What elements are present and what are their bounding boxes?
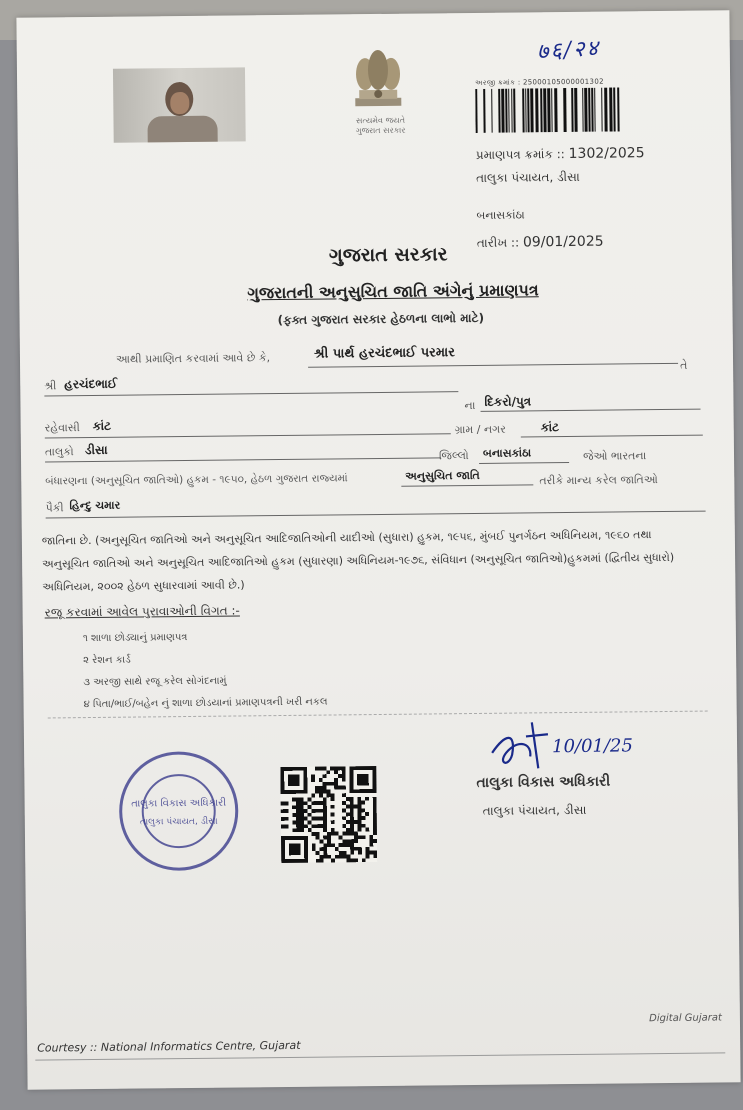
village: કાંટ [540, 420, 560, 435]
official-seal-stamp [108, 745, 249, 876]
resident: કાંટ [92, 418, 112, 433]
certificate-number-line: પ્રમાણપત્ર ક્રમાંક :: 1302/2025 [475, 145, 645, 162]
recognized-text: તરીકે માન્ય કરેલ જાતિઓ [539, 473, 658, 488]
officer-office: તાલુકા પંચાયત, ડીસા [482, 802, 587, 818]
handwritten-number: ७६/२४ [536, 36, 601, 65]
barcode-label: અરજી ક્રમાંક : 25000105000001302 [475, 77, 604, 87]
applicant-photo [113, 67, 246, 142]
certificate-number: 1302/2025 [568, 145, 645, 162]
order-text: બંધારણના (અનુસૂચિત જાતિઓ) હુકમ - ૧૯૫૦, હેઠળ ગુજરાત રાજ્યમાં [45, 472, 348, 488]
certificate-title: ગુજરાતની અનુસુચિત જાતિ અંગેનું પ્રમાણપત્ર [247, 280, 539, 303]
emblem-caption: સત્યમેવ જયતે ગુજરાત સરકાર [355, 115, 406, 136]
applicant-name: શ્રી પાર્થ હરચંદભાઈ પરમાર [313, 345, 456, 362]
district: બનાસકાંઠા [482, 446, 532, 460]
caste: હિન્દુ ચમાર [69, 498, 121, 513]
na-label: ના [464, 398, 476, 413]
belongs-text: જેઓ ભારતના [582, 449, 647, 463]
document-item: ૩ અરજી સાથે રજૂ કરેલ સોગંદનામું [83, 675, 227, 689]
qr-code [280, 766, 377, 863]
officer-title: તાલુકા વિકાસ અધિકારી [476, 773, 611, 791]
courtesy-footer: Courtesy :: National Informatics Centre, Gujarat [37, 1038, 301, 1055]
certify-prefix: આથી પ્રમાણિત કરવામાં આવે છે કે, [115, 351, 271, 366]
district-label: જિલ્લો [438, 449, 469, 463]
certificate-subtitle: (ફક્ત ગુજરાત સરકાર હેઠળના લાભો માટે) [277, 310, 485, 328]
caste-prefix: પૈકી [45, 501, 64, 515]
certificate-page [16, 10, 740, 1089]
document-item: ૨ રેશન કાર્ડ [83, 654, 131, 667]
signature-date: 10/01/25 [551, 735, 634, 758]
date-line: તારીખ :: 09/01/2025 [476, 233, 604, 251]
government-title: ગુજરાત સરકાર [328, 243, 448, 267]
digital-gujarat-label: Digital Gujarat [649, 1012, 722, 1025]
father-name: હરચંદભાઈ [64, 376, 118, 392]
issue-date: 09/01/2025 [522, 233, 604, 251]
document-item: ૧ શાળા છોડ્યાનું પ્રમાણપત્ર [82, 632, 188, 645]
barcode [475, 87, 627, 133]
district-header: બનાસકાંઠા [476, 208, 525, 222]
legal-paragraph: જાતિના છે. (અનુસૂચિત જાતિઓ અને અનુસૂચિત આદિજાતિઓની યાદીઓ (સુધારા) હુકમ, ૧૯૫૬, મુંબઈ પુનર્ગઠન અધિનિયમ, ૧૯૬૦ તથા અનુસૂચિત જાતિઓ અને અનુસૂચિત આદિજાતિઓ હુકમ (સુધારણા) અધિનિયમ-૧૯૭૬, સંવિધાન (અનુસૂચિત જાતિઓ)હુકમમાં (દ્વિતીય સુધારો) અધિનિયમ, ૨૦૦૨ હેઠળ સુધારવામાં આવી છે.) [41, 528, 675, 594]
taluka: ડીસા [84, 442, 108, 458]
resident-label: રહેવાસી [44, 421, 80, 435]
taluka-label: તાલુકો [44, 445, 74, 459]
document-item: ૪ પિતા/ભાઈ/બહેન નું શાળા છોડયાનાં પ્રમાણપત્રની ખરી નકલ [83, 696, 328, 711]
officer-signature [486, 711, 667, 773]
relation: દિકરો/પુત્ર [484, 394, 532, 409]
stamp-text: તાલુકા વિકાસ અધિકારી [131, 797, 227, 810]
suffix-te: તે [680, 358, 688, 372]
village-label: ગ્રામ / નગર [454, 422, 506, 437]
shri-label: શ્રી [44, 379, 57, 393]
caste-category: અનુસુચિત જાતિ [405, 468, 480, 483]
state-emblem-icon [345, 44, 412, 117]
issuing-office: તાલુકા પંચાયત, ડીસા [476, 169, 580, 185]
stamp-office: તાલુકા પંચાયત, ડીસા [139, 816, 218, 828]
documents-heading: રજૂ કરવામાં આવેલ પુરાવાઓની વિગત :- [44, 603, 240, 620]
